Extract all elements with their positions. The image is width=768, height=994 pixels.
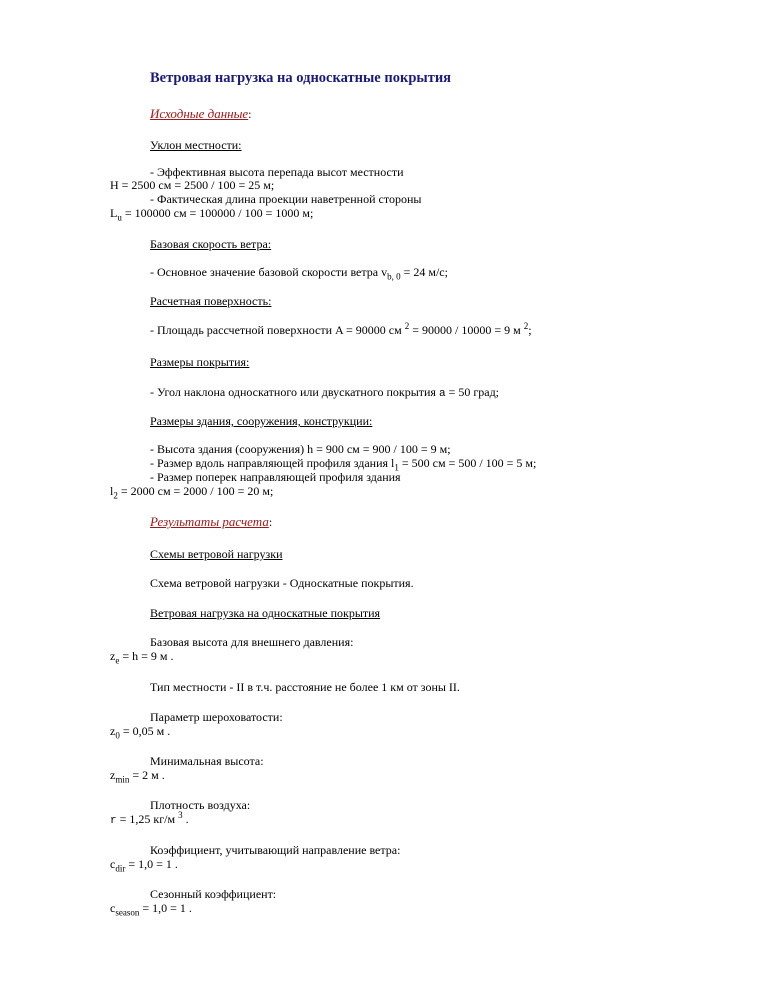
season-factor-value: $c_{season} = 1,0 = 1$ .: [110, 901, 192, 918]
terrain-heading: Уклон местности:: [150, 138, 242, 152]
roof-angle-value: - Угол наклона односкатного или двускатного покрытия a = 50 град;: [150, 385, 500, 400]
direction-factor-label: Коэффициент, учитывающий направление ветра:: [150, 843, 401, 857]
load-heading: Ветровая нагрузка на односкатные покрытия: [150, 606, 381, 620]
ref-height-value: $z_e = h = 9$ м .: [110, 649, 174, 666]
building-width-value: $l_2 = 2000$ см = 2000 / 100 = 20 м;: [110, 484, 274, 501]
direction-factor-value: $c_{dir} = 1,0 = 1$ .: [110, 857, 178, 874]
terrain-length-value: $L_u = 100000$ см = 100000 / 100 = 1000 м;: [110, 206, 314, 223]
min-height-label: Минимальная высота:: [150, 754, 264, 768]
wind-speed-heading: Базовая скорость ветра:: [150, 237, 272, 251]
building-height-value: - Высота здания (сооружения) h = 900 см = 900 / 100 = 9 м;: [150, 442, 451, 456]
air-density-value: r = 1,25 кг/м $^3$ .: [110, 810, 189, 827]
rho-symbol: r: [110, 815, 117, 827]
min-height-value: $z_{min} = 2$ м .: [110, 768, 165, 785]
terrain-length-label: - Фактическая длина проекции наветренной стороны: [150, 192, 422, 206]
results-section-heading: Результаты расчета:: [150, 514, 273, 529]
building-heading: Размеры здания, сооружения, конструкции:: [150, 414, 373, 428]
input-data-section-heading: Исходные данные:: [150, 106, 252, 121]
schemes-text: Схема ветровой нагрузки - Односкатные покрытия.: [150, 576, 414, 590]
wind-speed-value: - Основное значение базовой скорости ветра $v_{b, 0} = 24$ м/с;: [150, 265, 448, 282]
results-label: Результаты расчета: [150, 514, 269, 529]
terrain-height-label: - Эффективная высота перепада высот местности: [150, 165, 404, 179]
air-density-label: Плотность воздуха:: [150, 798, 251, 812]
schemes-heading: Схемы ветровой нагрузки: [150, 547, 283, 561]
terrain-type-text: Тип местности - II в т.ч. расстояние не более 1 км от зоны II.: [150, 680, 460, 694]
input-data-label: Исходные данные: [150, 106, 249, 121]
surface-heading: Расчетная поверхность:: [150, 294, 272, 308]
surface-area-value: - Площадь рассчетной поверхности A = 90000 см $^2$ = 90000 / 10000 = 9 м $^2$;: [150, 321, 532, 337]
ref-height-label: Базовая высота для внешнего давления:: [150, 635, 354, 649]
season-factor-label: Сезонный коэффициент:: [150, 887, 277, 901]
roof-heading: Размеры покрытия:: [150, 355, 250, 369]
terrain-height-value: H = 2500 см = 2500 / 100 = 25 м;: [110, 178, 275, 192]
alpha-symbol: a: [438, 388, 446, 400]
roughness-label: Параметр шероховатости:: [150, 710, 283, 724]
building-width-label: - Размер поперек направляющей профиля здания: [150, 470, 401, 484]
building-length-value: - Размер вдоль направляющей профиля здания $l_1 = 500$ см = 500 / 100 = 5 м;: [150, 456, 537, 473]
roughness-value: $z_0 = 0,05$ м .: [110, 724, 171, 741]
document-title: Ветровая нагрузка на односкатные покрытия: [150, 70, 452, 86]
